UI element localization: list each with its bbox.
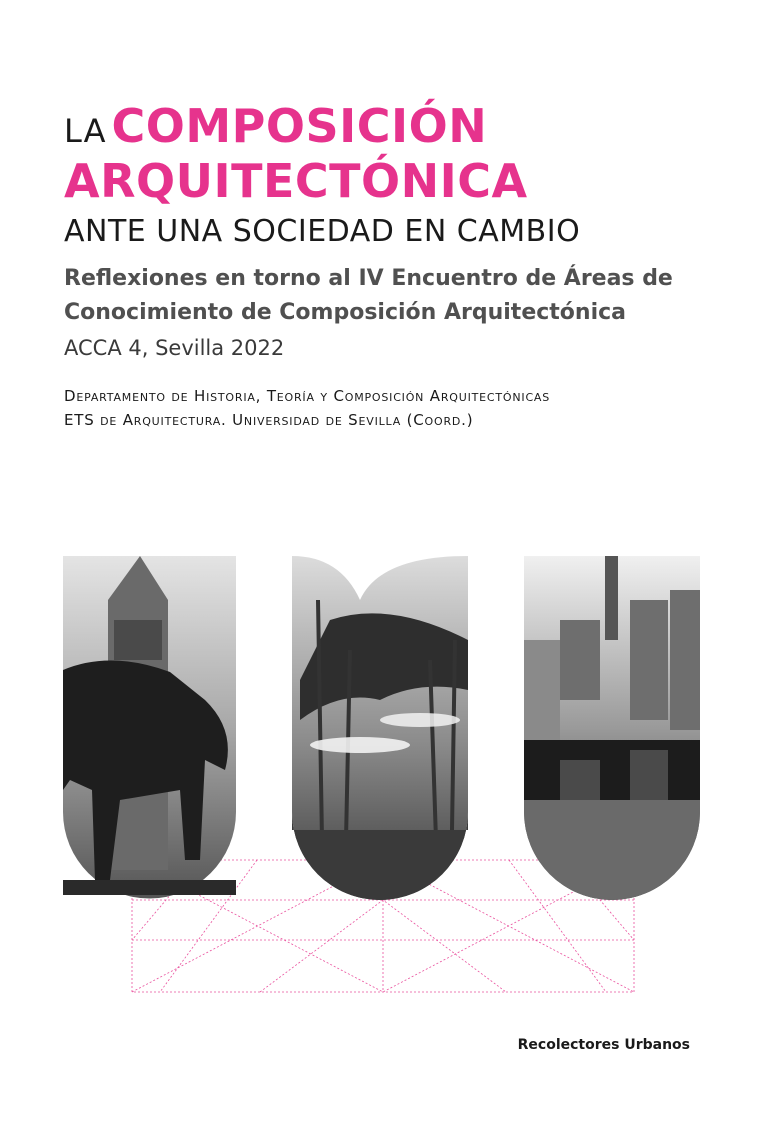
photo-city-reflection (524, 556, 700, 900)
title-arquitectonica: ARQUITECTÓNICA (64, 154, 528, 208)
title-block (64, 99, 724, 432)
department-line-2: ETS de Arquitectura. Universidad de Sevilla (Coord.) (64, 411, 474, 429)
edition: ACCA 4, Sevilla 2022 (64, 336, 285, 360)
cover-artwork (0, 540, 760, 1010)
title-la: LA (64, 112, 107, 150)
title-line-2 (64, 154, 724, 212)
subtitle-line-2: Conocimiento de Composición Arquitectónica (64, 300, 627, 325)
title-line-1 (64, 99, 724, 153)
title-composicion: COMPOSICIÓN (111, 99, 488, 153)
subtitle-line-1: Reflexiones en torno al IV Encuentro de Áreas de (64, 266, 673, 291)
department-line-1: Departamento de Historia, Teoría y Composición Arquitectónicas (64, 387, 551, 405)
subtitle (64, 262, 724, 330)
title-line-3: ANTE UNA SOCIEDAD EN CAMBIO (64, 214, 581, 249)
publisher-name: Recolectores Urbanos (517, 1037, 690, 1053)
photo-campanile-horse (63, 556, 236, 899)
department (64, 384, 724, 432)
photo-forest-pavilion (292, 556, 468, 900)
